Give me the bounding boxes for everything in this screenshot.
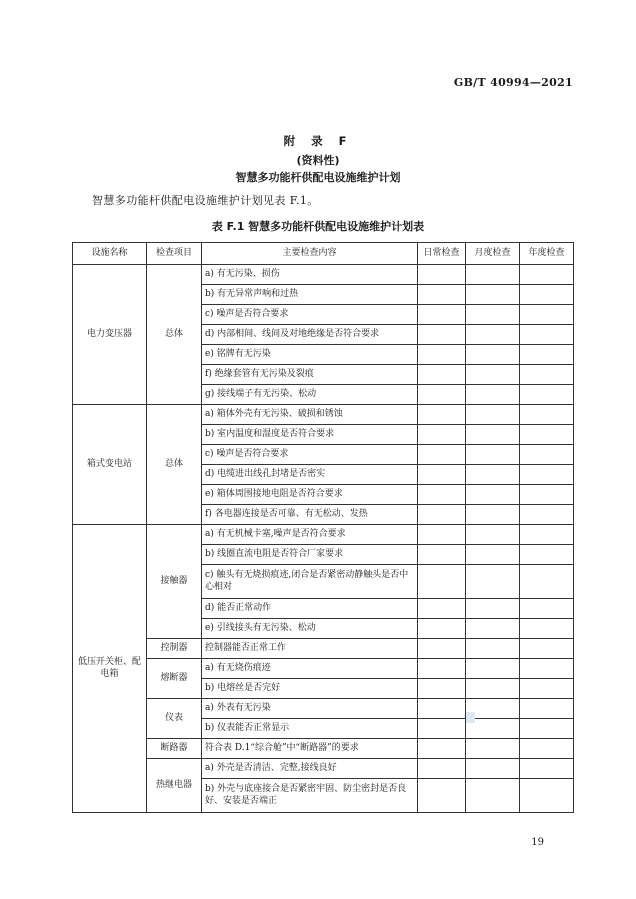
yearly-cell (520, 305, 574, 325)
yearly-cell (520, 325, 574, 345)
item-cell: 总体 (147, 405, 202, 525)
daily-cell (418, 465, 466, 485)
monthly-cell (466, 739, 520, 759)
header-yearly: 年度检查 (520, 243, 574, 265)
yearly-cell (520, 719, 574, 739)
daily-cell (418, 345, 466, 365)
content-cell: e) 铭牌有无污染 (202, 345, 418, 365)
table-row (73, 739, 574, 759)
daily-cell (418, 679, 466, 699)
daily-cell (418, 545, 466, 565)
item-cell: 控制器 (147, 639, 202, 659)
item-cell: 总体 (147, 265, 202, 405)
table-row (73, 639, 574, 659)
daily-cell (418, 265, 466, 285)
content-cell: b) 电熔丝是否完好 (202, 679, 418, 699)
appendix-name: 智慧多功能杆供配电设施维护计划 (235, 171, 401, 184)
yearly-cell (520, 759, 574, 779)
content-cell: a) 有无机械卡塞,噪声是否符合要求 (202, 525, 418, 545)
monthly-cell (466, 679, 520, 699)
monthly-cell (466, 385, 520, 405)
content-cell: d) 内部相间、线间及对地绝缘是否符合要求 (202, 325, 418, 345)
table-row (73, 405, 574, 425)
appendix-note: (资料性) (296, 154, 340, 167)
content-cell: a) 外表有无污染 (202, 699, 418, 719)
monthly-cell (466, 779, 520, 813)
content-cell: a) 有无烧伤痕迹 (202, 659, 418, 679)
yearly-cell (520, 659, 574, 679)
table-row (73, 699, 574, 719)
content-cell: g) 接线端子有无污染、松动 (202, 385, 418, 405)
monthly-cell (466, 365, 520, 385)
monthly-cell (466, 639, 520, 659)
content-cell: b) 有无异常声响和过热 (202, 285, 418, 305)
yearly-cell (520, 265, 574, 285)
yearly-cell (520, 679, 574, 699)
daily-cell (418, 599, 466, 619)
content-cell: 符合表 D.1“综合舱”中“断路器”的要求 (202, 739, 418, 759)
header-daily: 日常检查 (418, 243, 466, 265)
daily-cell (418, 285, 466, 305)
daily-cell (418, 719, 466, 739)
monthly-cell (466, 465, 520, 485)
table-row (73, 759, 574, 779)
content-cell: d) 电缆进出线孔封堵是否密实 (202, 465, 418, 485)
monthly-cell (466, 325, 520, 345)
table-row (73, 659, 574, 679)
content-cell: d) 能否正常动作 (202, 599, 418, 619)
yearly-cell (520, 779, 574, 813)
yearly-cell (520, 739, 574, 759)
monthly-cell (466, 485, 520, 505)
yearly-cell (520, 639, 574, 659)
monthly-cell (466, 545, 520, 565)
content-cell: e) 引线接头有无污染、松动 (202, 619, 418, 639)
monthly-cell (466, 565, 520, 599)
yearly-cell (520, 365, 574, 385)
monthly-cell (466, 305, 520, 325)
scan-mark (466, 712, 475, 723)
content-cell: a) 有无污染、损伤 (202, 265, 418, 285)
page-number: 19 (531, 837, 544, 848)
yearly-cell (520, 545, 574, 565)
daily-cell (418, 759, 466, 779)
daily-cell (418, 739, 466, 759)
yearly-cell (520, 345, 574, 365)
table-row (73, 265, 574, 285)
yearly-cell (520, 285, 574, 305)
daily-cell (418, 619, 466, 639)
monthly-cell (466, 659, 520, 679)
monthly-cell (466, 445, 520, 465)
header-monthly: 月度检查 (466, 243, 520, 265)
daily-cell (418, 385, 466, 405)
daily-cell (418, 305, 466, 325)
intro-text: 智慧多功能杆供配电设施维护计划见表 F.1。 (92, 194, 319, 207)
facility-cell: 电力变压器 (73, 265, 147, 405)
content-cell: b) 外壳与底座接合是否紧密牢固、防尘密封是否良好、安装是否端正 (202, 779, 418, 813)
item-cell: 热继电器 (147, 759, 202, 813)
content-cell: b) 室内温度和湿度是否符合要求 (202, 425, 418, 445)
maintenance-table (72, 242, 574, 813)
item-cell: 接触器 (147, 525, 202, 639)
monthly-cell (466, 505, 520, 525)
item-cell: 熔断器 (147, 659, 202, 699)
content-cell: 控制器能否正常工作 (202, 639, 418, 659)
daily-cell (418, 405, 466, 425)
monthly-cell (466, 405, 520, 425)
monthly-cell (466, 345, 520, 365)
monthly-cell (466, 619, 520, 639)
daily-cell (418, 425, 466, 445)
table-header-row (73, 243, 574, 265)
daily-cell (418, 565, 466, 599)
content-cell: a) 外壳是否清洁、完整,接线良好 (202, 759, 418, 779)
yearly-cell (520, 465, 574, 485)
monthly-cell (466, 759, 520, 779)
content-cell: b) 线圈直流电阻是否符合厂家要求 (202, 545, 418, 565)
content-cell: a) 箱体外壳有无污染、破损和锈蚀 (202, 405, 418, 425)
daily-cell (418, 505, 466, 525)
monthly-cell (466, 425, 520, 445)
yearly-cell (520, 619, 574, 639)
yearly-cell (520, 699, 574, 719)
daily-cell (418, 325, 466, 345)
content-cell: e) 箱体周围接地电阻是否符合要求 (202, 485, 418, 505)
yearly-cell (520, 405, 574, 425)
content-cell: f) 各电器连接是否可靠、有无松动、发热 (202, 505, 418, 525)
daily-cell (418, 779, 466, 813)
yearly-cell (520, 385, 574, 405)
header-facility: 设施名称 (73, 243, 147, 265)
item-cell: 断路器 (147, 739, 202, 759)
daily-cell (418, 525, 466, 545)
daily-cell (418, 445, 466, 465)
table-caption: 表 F.1 智慧多功能杆供配电设施维护计划表 (211, 220, 425, 233)
daily-cell (418, 365, 466, 385)
content-cell: c) 噪声是否符合要求 (202, 305, 418, 325)
yearly-cell (520, 445, 574, 465)
content-cell: c) 触头有无烧损痕迹,闭合是否紧密动静触头是否中心相对 (202, 565, 418, 599)
daily-cell (418, 659, 466, 679)
monthly-cell (466, 265, 520, 285)
yearly-cell (520, 425, 574, 445)
facility-cell: 箱式变电站 (73, 405, 147, 525)
item-cell: 仪表 (147, 699, 202, 739)
table-row (73, 525, 574, 545)
yearly-cell (520, 599, 574, 619)
content-cell: c) 噪声是否符合要求 (202, 445, 418, 465)
yearly-cell (520, 525, 574, 545)
daily-cell (418, 485, 466, 505)
yearly-cell (520, 505, 574, 525)
header-item: 检查项目 (147, 243, 202, 265)
facility-cell: 低压开关柜、配电箱 (73, 525, 147, 813)
appendix-title: 附 录 F (283, 134, 353, 148)
content-cell: f) 绝缘套管有无污染及裂痕 (202, 365, 418, 385)
daily-cell (418, 639, 466, 659)
content-cell: b) 仪表能否正常显示 (202, 719, 418, 739)
daily-cell (418, 699, 466, 719)
standard-code: GB/T 40994—2021 (453, 76, 573, 89)
header-content: 主要检查内容 (202, 243, 418, 265)
yearly-cell (520, 485, 574, 505)
yearly-cell (520, 565, 574, 599)
monthly-cell (466, 285, 520, 305)
monthly-cell (466, 599, 520, 619)
monthly-cell (466, 525, 520, 545)
